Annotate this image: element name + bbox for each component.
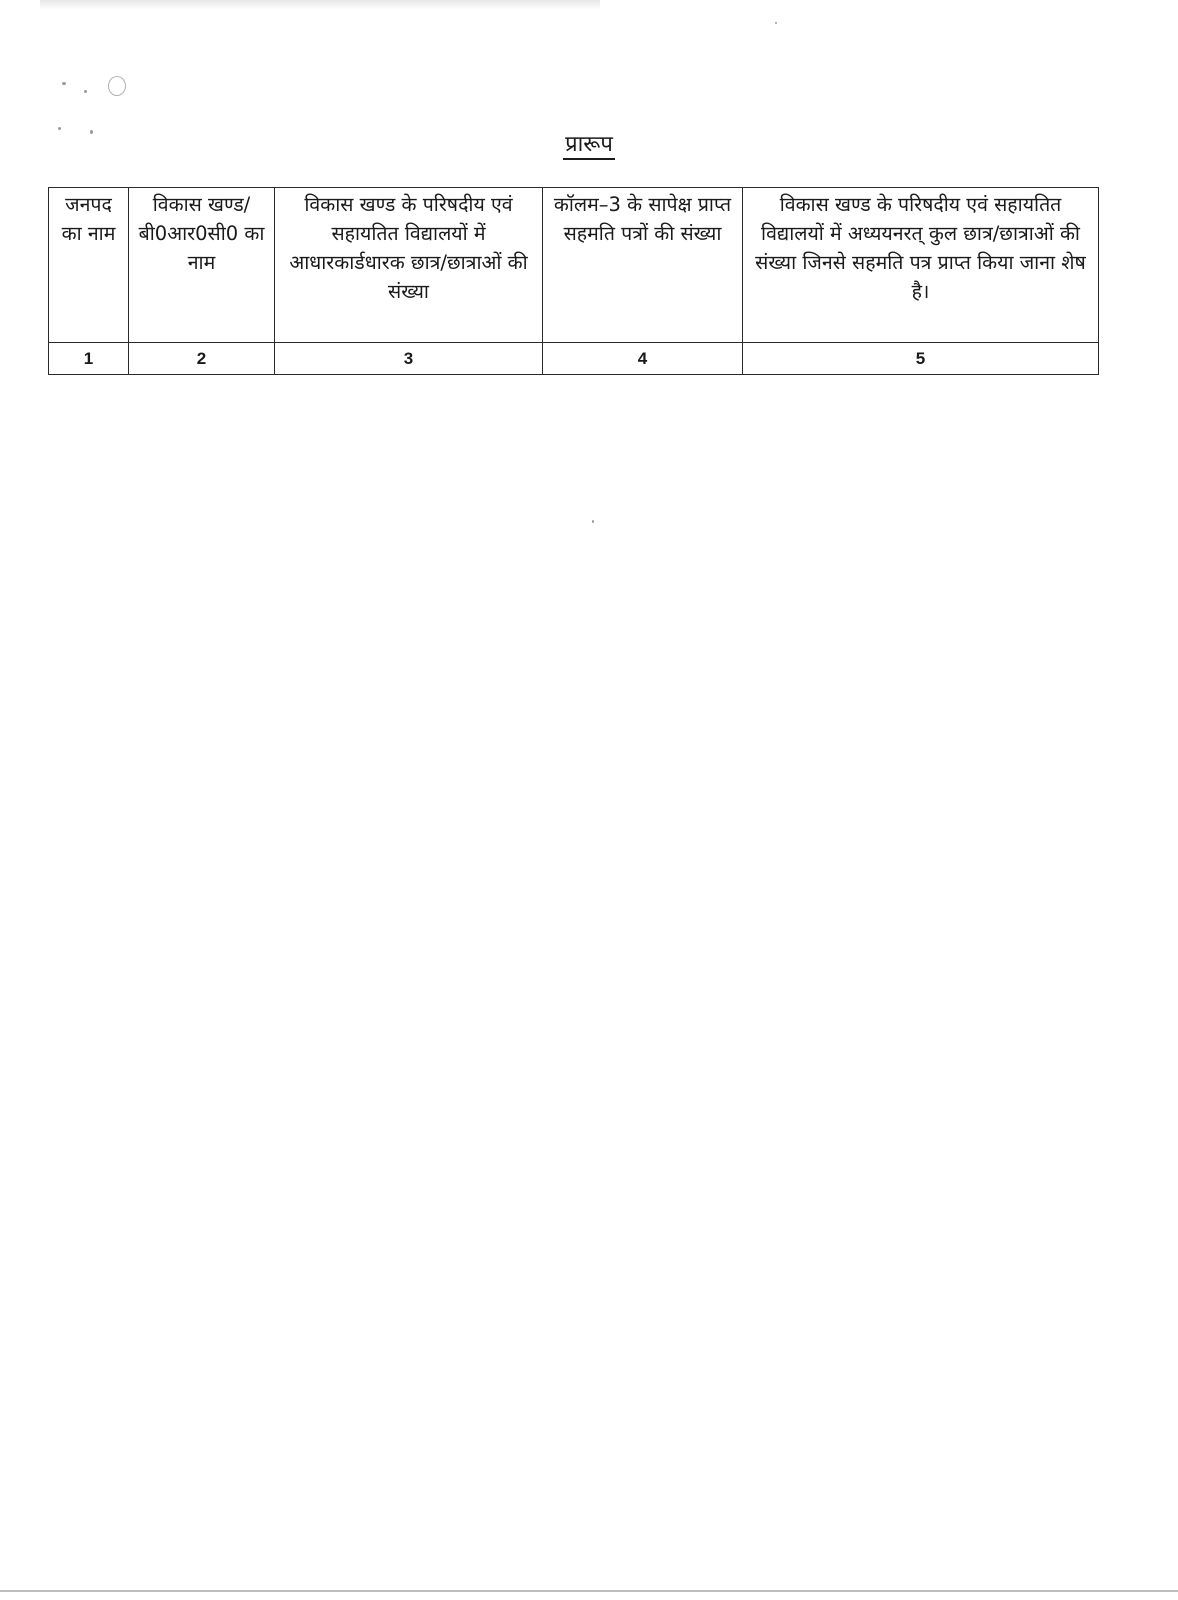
header-aadhaar-students-count: विकास खण्ड के परिषदीय एवं सहायतित विद्यालयों में आधारकार्डधारक छात्र/छात्राओं की संख्या	[275, 188, 543, 343]
document-title-text: प्रारूप	[563, 132, 615, 160]
scan-speck	[592, 520, 594, 523]
column-number: 3	[275, 343, 543, 375]
scan-speck	[775, 22, 777, 24]
scan-speck	[84, 90, 87, 93]
header-pending-consent-count: विकास खण्ड के परिषदीय एवं सहायतित विद्यालयों में अध्ययनरत् कुल छात्र/छात्राओं की संख्या जिनसे सहमति पत्र प्राप्त किया जाना शेष है।	[743, 188, 1099, 343]
header-district-name: जनपद का नाम	[49, 188, 129, 343]
column-number: 4	[543, 343, 743, 375]
column-number: 1	[49, 343, 129, 375]
header-consent-letters-count: कॉलम–3 के सापेक्ष प्राप्त सहमति पत्रों की संख्या	[543, 188, 743, 343]
scan-speck	[108, 76, 126, 96]
column-number: 5	[743, 343, 1099, 375]
scan-edge-bottom	[0, 1590, 1178, 1592]
scan-shadow-top	[40, 0, 600, 10]
column-number: 2	[129, 343, 275, 375]
scan-speck	[62, 82, 66, 85]
column-number-row	[49, 343, 1099, 375]
table-header-row	[49, 188, 1099, 343]
header-block-brc-name: विकास खण्ड/ बी0आर0सी0 का नाम	[129, 188, 275, 343]
document-title	[0, 128, 1178, 158]
format-table	[48, 187, 1099, 375]
